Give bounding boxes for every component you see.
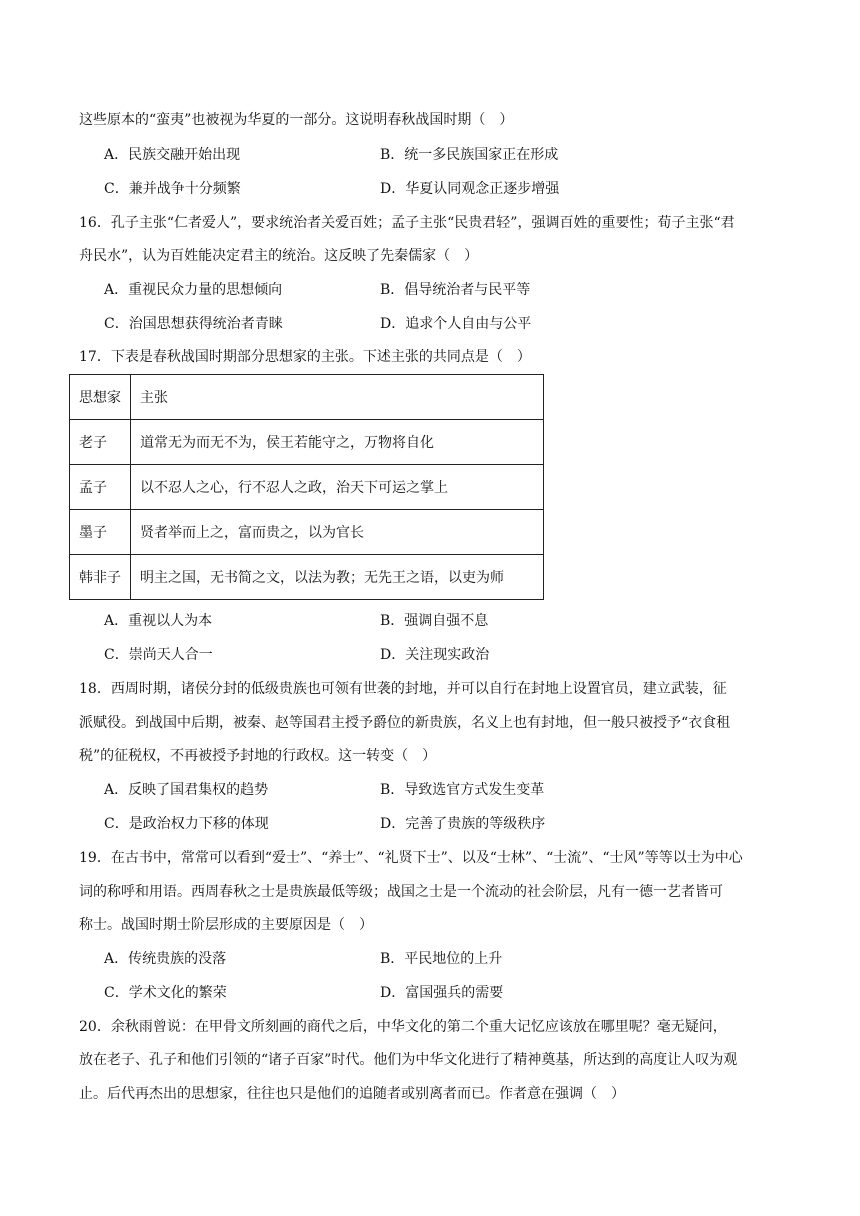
table-header-cell: 主张 — [131, 375, 544, 420]
table-header-row — [70, 375, 544, 420]
q16-stem-line-2: 舟民水”，认为百姓能决定君主的统治。这反映了先秦儒家（ ） — [79, 248, 479, 264]
table-cell-idea: 道常无为而无不为，侯王若能守之，万物将自化 — [131, 420, 544, 465]
table-row — [70, 510, 544, 555]
q20-stem-line-2: 放在老子、孔子和他们引领的“诸子百家”时代。他们为中华文化进行了精神奠基，所达到的高度让人叹为观 — [79, 1052, 738, 1068]
q17-option-d: D．关注现实政治 — [380, 647, 490, 663]
table-row — [70, 420, 544, 465]
q16-stem-line-1: 16．孔子主张“仁者爱人”，要求统治者关爱百姓；孟子主张“民贵君轻”，强调百姓的重要性；荀子主张“君 — [79, 215, 735, 231]
q15-option-c: C．兼并战争十分频繁 — [104, 181, 241, 197]
q15-option-a: A．民族交融开始出现 — [104, 147, 241, 163]
q19-option-c: C．学术文化的繁荣 — [104, 985, 227, 1001]
table-cell-idea: 明主之国，无书简之文，以法为教；无先王之语，以吏为师 — [131, 555, 544, 600]
thinkers-table — [69, 374, 544, 600]
q15-option-b: B．统一多民族国家正在形成 — [380, 147, 559, 163]
q15-option-d: D．华夏认同观念正逐步增强 — [380, 181, 560, 197]
table-header-cell: 思想家 — [70, 375, 131, 420]
q17-option-a: A．重视以人为本 — [104, 613, 213, 629]
table-cell-thinker: 墨子 — [70, 510, 131, 555]
table-cell-idea: 贤者举而上之，富而贵之，以为官长 — [131, 510, 544, 555]
q19-stem-line-3: 称士。战国时期士阶层形成的主要原因是（ ） — [79, 917, 373, 933]
q19-stem-line-2: 词的称呼和用语。西周春秋之士是贵族最低等级；战国之士是一个流动的社会阶层，凡有一德一艺者皆可 — [79, 884, 723, 900]
question-15-stem-end: 这些原本的“蛮夷”也被视为华夏的一部分。这说明春秋战国时期（ ） — [79, 112, 514, 128]
q18-option-d: D．完善了贵族的等级秩序 — [380, 816, 546, 832]
table-cell-thinker: 老子 — [70, 420, 131, 465]
q18-option-b: B．导致选官方式发生变革 — [380, 782, 545, 798]
q16-option-d: D．追求个人自由与公平 — [380, 316, 532, 332]
table-row — [70, 465, 544, 510]
q17-stem: 17．下表是春秋战国时期部分思想家的主张。下述主张的共同点是（ ） — [79, 349, 531, 365]
q18-stem-line-2: 派赋役。到战国中后期，被秦、赵等国君主授予爵位的新贵族，名义上也有封地，但一般只被授予“衣食租 — [79, 715, 731, 731]
q19-option-b: B．平民地位的上升 — [380, 951, 503, 967]
q17-option-b: B．强调自强不息 — [380, 613, 489, 629]
q19-option-d: D．富国强兵的需要 — [380, 985, 504, 1001]
table-row — [70, 555, 544, 600]
q19-stem-line-1: 19．在古书中，常常可以看到“爱士”、“养士”、“礼贤下士”、以及“士林”、“士流”、“士风”等等以士为中心 — [79, 850, 743, 866]
q18-stem-line-1: 18．西周时期，诸侯分封的低级贵族也可领有世袭的封地，并可以自行在封地上设置官员，建立武装，征 — [79, 681, 727, 697]
table-cell-thinker: 孟子 — [70, 465, 131, 510]
q19-option-a: A．传统贵族的没落 — [104, 951, 227, 967]
q16-option-b: B．倡导统治者与民平等 — [380, 282, 531, 298]
q16-option-a: A．重视民众力量的思想倾向 — [104, 282, 283, 298]
q17-option-c: C．崇尚天人合一 — [104, 647, 213, 663]
table-cell-idea: 以不忍人之心，行不忍人之政，治天下可运之掌上 — [131, 465, 544, 510]
q18-option-a: A．反映了国君集权的趋势 — [104, 782, 269, 798]
q20-stem-line-3: 止。后代再杰出的思想家，往往也只是他们的追随者或别离者而已。作者意在强调（ ） — [79, 1086, 625, 1102]
q20-stem-line-1: 20．余秋雨曾说：在甲骨文所刻画的商代之后，中华文化的第二个重大记忆应该放在哪里呢？毫无疑问， — [79, 1019, 727, 1035]
q18-option-c: C．是政治权力下移的体现 — [104, 816, 269, 832]
q18-stem-line-3: 税”的征税权，不再被授予封地的行政权。这一转变（ ） — [79, 748, 437, 764]
q16-option-c: C．治国思想获得统治者青睐 — [104, 316, 283, 332]
table-cell-thinker: 韩非子 — [70, 555, 131, 600]
